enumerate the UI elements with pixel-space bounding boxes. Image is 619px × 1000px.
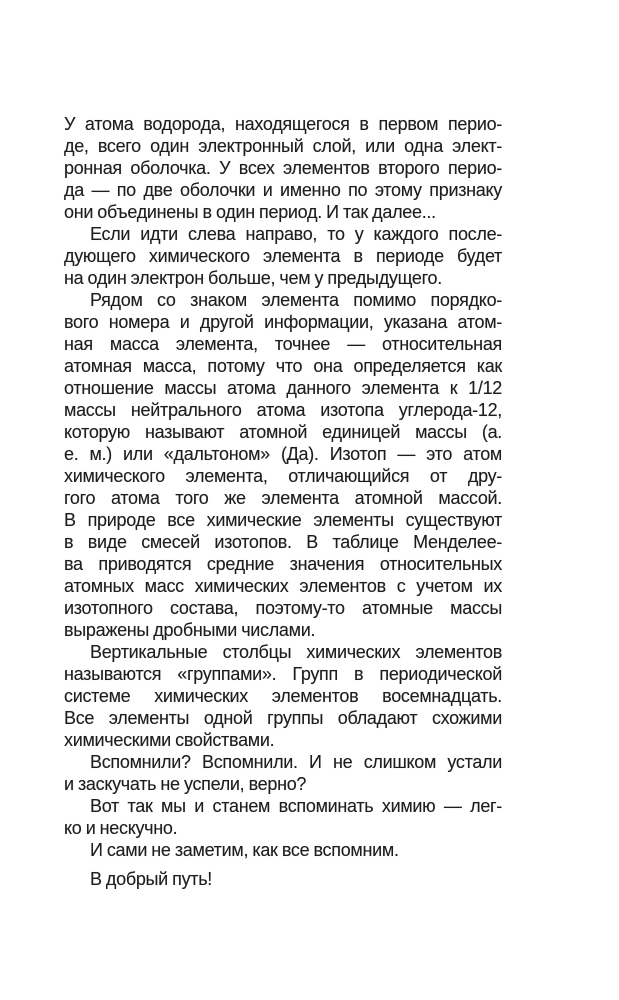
text-line: е. м.) или «дальтоном» (Да). Изотоп — это атом [64,444,502,464]
text-line: ная масса элемента, точнее — относительная [64,334,502,354]
text-line: ко и нескучно. [64,818,178,838]
text-column [64,113,502,890]
text-line: Рядом со знаком элемента помимо порядко- [90,290,502,310]
text-line: В добрый путь! [90,869,213,889]
paragraph [64,223,502,289]
text-line: атомная масса, потому что она определяется как [64,356,502,376]
text-line: Вот так мы и станем вспоминать химию — лег- [90,796,502,816]
text-line: системе химических элементов восемнадцать. [64,686,502,706]
text-line: ва приводятся средние значения относительных [64,554,502,574]
text-line: они объединены в один период. И так далее... [64,202,436,222]
text-line: изотопного состава, поэтому-то атомные массы [64,598,502,618]
text-line: которую называют атомной единицей массы (а. [64,422,502,442]
text-line: химическими свойствами. [64,730,275,750]
text-line: да — по две оболочки и именно по этому признаку [64,180,502,200]
text-line: дующего химического элемента в периоде будет [64,246,502,266]
paragraph [64,839,502,861]
text-line: массы нейтрального атома изотопа углерода-12, [64,400,502,420]
paragraph [64,751,502,795]
text-line: называются «группами». Групп в периодической [64,664,502,684]
text-line: в виде смесей изотопов. В таблице Менделее- [64,532,502,552]
text-line: гого атома того же элемента атомной массой. [64,488,502,508]
text-line: атомных масс химических элементов с учетом их [64,576,502,596]
text-line: на один электрон больше, чем у предыдущего. [64,268,442,288]
text-line: химического элемента, отличающийся от дру- [64,466,502,486]
text-line: отношение массы атома данного элемента к 1/12 [64,378,502,398]
text-line: В природе все химические элементы существуют [64,510,502,530]
paragraph [64,868,502,890]
text-line: И сами не заметим, как все вспомним. [90,840,399,860]
text-line: Вспомнили? Вспомнили. И не слишком устали [90,752,502,772]
text-line: ронная оболочка. У всех элементов второго перио- [64,158,502,178]
paragraph [64,795,502,839]
text-line: де, всего один электронный слой, или одна элект- [64,136,502,156]
paragraph [64,289,502,641]
paragraph [64,641,502,751]
text-line: Если идти слева направо, то у каждого после- [90,224,502,244]
text-line: У атома водорода, находящегося в первом перио- [64,114,502,134]
text-line: и заскучать не успели, верно? [64,774,307,794]
text-line: Вертикальные столбцы химических элементов [90,642,502,662]
paragraph [64,113,502,223]
text-line: Все элементы одной группы обладают схожими [64,708,502,728]
text-line: выражены дробными числами. [64,620,316,640]
text-line: вого номера и другой информации, указана атом- [64,312,502,332]
